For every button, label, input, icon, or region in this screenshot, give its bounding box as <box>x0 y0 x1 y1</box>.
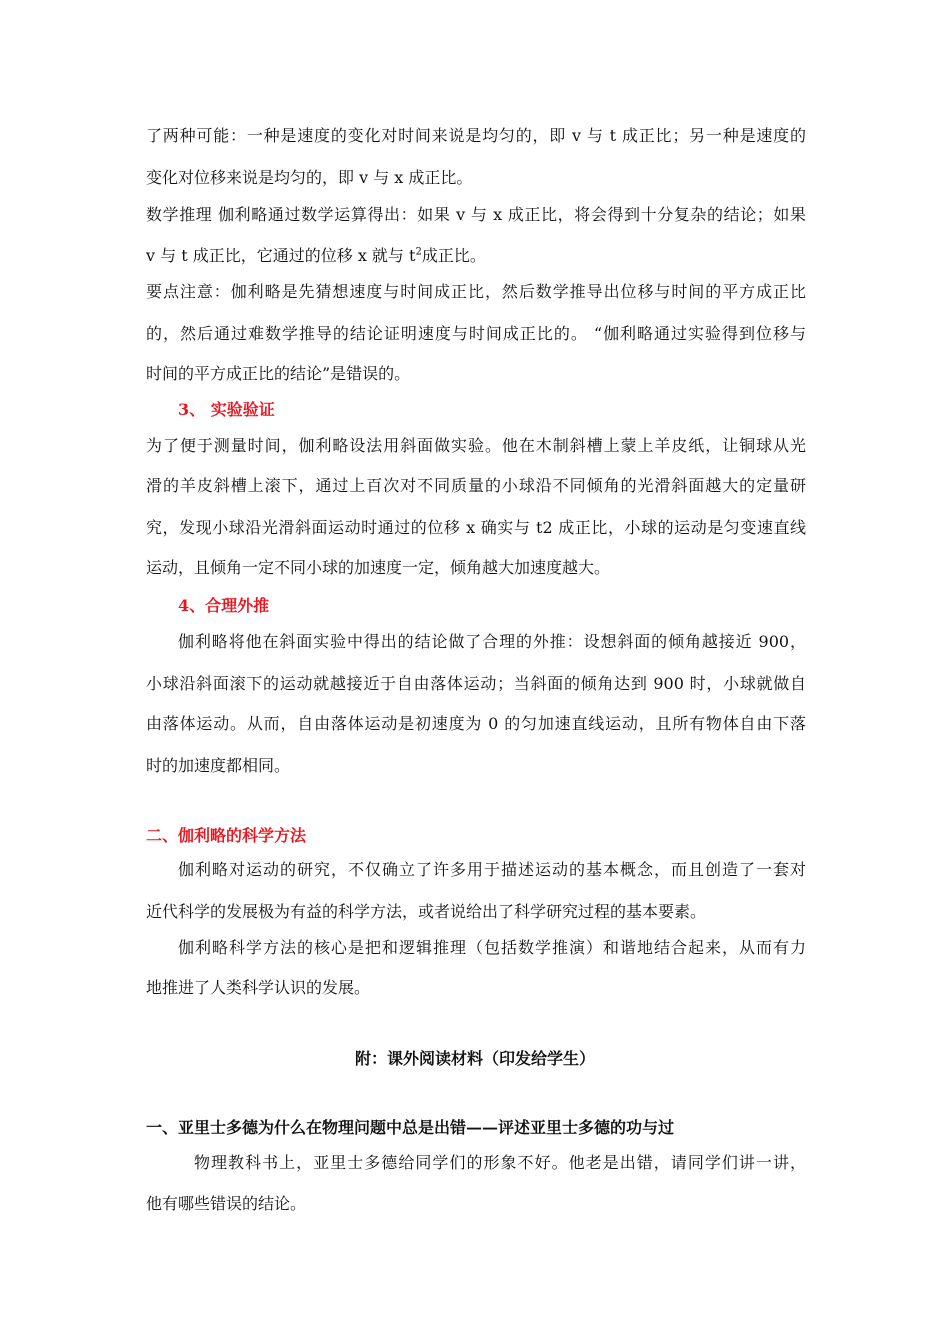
paragraph-line: 了两种可能：一种是速度的变化对时间来说是均匀的，即 v 与 t 成正比；另一种是速度的 <box>146 126 806 145</box>
paragraph-line: 小球沿斜面滚下的运动就越接近于自由落体运动；当斜面的倾角达到 900 时，小球就做自 <box>146 674 806 693</box>
text-run: 成正比。 <box>421 246 486 265</box>
paragraph-line: 滑的羊皮斜槽上滚下，通过上百次对不同质量的小球沿不同倾角的光滑斜面越大的定量研 <box>146 476 806 495</box>
appendix-title: 附：课外阅读材料（印发给学生） <box>354 1049 595 1068</box>
paragraph-line: 物理教科书上，亚里士多德给同学们的形象不好。他老是出错，请同学们讲一讲， <box>194 1153 806 1172</box>
paragraph-line: 伽利略将他在斜面实验中得出的结论做了合理的外推：设想斜面的倾角越接近 900， <box>178 632 806 651</box>
paragraph-line: 伽利略对运动的研究，不仅确立了许多用于描述运动的基本概念，而且创造了一套对 <box>178 860 806 879</box>
paragraph-line: 近代科学的发展极为有益的科学方法，或者说给出了科学研究过程的基本要素。 <box>146 902 707 921</box>
paragraph-line: 变化对位移来说是均匀的，即 v 与 x 成正比。 <box>146 168 473 187</box>
superscript: 2 <box>415 246 422 258</box>
section-heading: 4、合理外推 <box>178 596 270 615</box>
paragraph-line: 的，然后通过难数学推导的结论证明速度与时间成正比的。 “伽利略通过实验得到位移与 <box>146 324 806 343</box>
paragraph-line <box>146 246 486 266</box>
paragraph-line: 为了便于测量时间，伽利略设法用斜面做实验。他在木制斜槽上蒙上羊皮纸，让铜球从光 <box>146 436 806 455</box>
paragraph-line: 伽利略科学方法的核心是把和逻辑推理（包括数学推演）和谐地结合起来，从而有力 <box>178 938 806 957</box>
paragraph-line: 地推进了人类科学认识的发展。 <box>146 978 371 997</box>
paragraph-line: 要点注意：伽利略是先猜想速度与时间成正比，然后数学推导出位移与时间的平方成正比 <box>146 282 806 301</box>
text-run: v 与 t 成正比，它通过的位移 x 就与 t <box>146 246 416 265</box>
paragraph-line: 究，发现小球沿光滑斜面运动时通过的位移 x 确实与 t2 成正比，小球的运动是匀变速直线 <box>146 518 806 537</box>
paragraph-line: 时的加速度都相同。 <box>146 756 291 775</box>
article-title: 一、亚里士多德为什么在物理问题中总是出错——评述亚里士多德的功与过 <box>146 1118 675 1137</box>
paragraph-line: 由落体运动。从而，自由落体运动是初速度为 0 的匀加速直线运动，且所有物体自由下落 <box>146 714 806 733</box>
paragraph-line: 他有哪些错误的结论。 <box>146 1194 307 1213</box>
paragraph-line: 时间的平方成正比的结论”是错误的。 <box>146 364 411 383</box>
section-heading: 3、 实验验证 <box>178 400 275 419</box>
chapter-heading: 二、伽利略的科学方法 <box>146 826 307 845</box>
paragraph-line: 数学推理 伽利略通过数学运算得出：如果 v 与 x 成正比，将会得到十分复杂的结论；如果 <box>146 205 806 224</box>
paragraph-line: 运动，且倾角一定不同小球的加速度一定，倾角越大加速度越大。 <box>146 558 611 577</box>
